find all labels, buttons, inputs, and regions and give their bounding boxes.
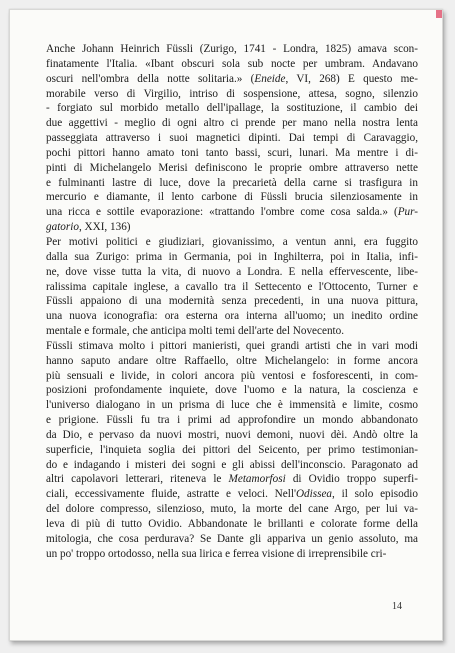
text-line: pinti di Michelangelo Merisi definiscono le proprie ombre attraverso nette [46,161,418,174]
text-line: Per motivi politici e giudiziari, giovanissimo, a ventun anni, era fuggito [46,235,418,248]
text-line: da Dio, e pervaso da nuovi mostri, nuovi demoni, nuovi dèi. Andò oltre la [46,428,418,441]
text-line: posizioni profondamente inquiete, dove l'uomo e la natura, la coscienza e [46,384,418,397]
text-line: più sensuali e livide, in colori ancora più ventosi e fosforescenti, in com- [46,369,418,382]
text-line: morabile verso di Virgilio, intriso di sospensione, attesa, sogno, silenzio [46,87,418,100]
text-line: gatorio, XXI, 136) [46,221,131,234]
text-line: pochi pittori hanno amato toni tanto bassi, scuri, lunari. Ma mentre i di- [46,146,418,159]
text-line: superficie, l'inquieta soglia dei pittori del Seicento, per primo testimonian- [46,443,418,456]
paragraph [46,42,418,235]
text-line: leva di più di tutto Ovidio. Abbandonate le brillanti e colorate forme della [46,518,418,530]
text-line: ne, dove visse tutta la vita, di nuovo a Londra. E nella effervescente, libe- [46,265,418,278]
text-line: altri capolavori letterari, riteneva le Metamorfosi di Ovidio troppo superfi- [46,473,418,486]
text-line: ralissima capitale inglese, a cavallo tra il Settecento e l'Ottocento, Turner e [46,280,418,293]
text-line: e prigione. Füssli fu tra i primi ad approfondire un mondo abbandonato [46,414,418,427]
text-line: una nuova iconografia: ora esterna ora interna all'uomo; un inedito ordine [46,310,418,323]
text-line: do e indagando i misteri dei sogni e gli abissi dell'inconscio. Paragonato ad [46,458,418,471]
text-line: oscuri nell'ombra della notte solitaria.» (Eneide, VI, 268) E questo me- [46,72,418,85]
text-line: un po' troppo ortodosso, nella sua lirica e ferrea visione di irreprensibile cri- [46,547,387,560]
paragraph [46,235,418,339]
text-line: hanno saputo andare oltre Raffaello, oltre Michelangelo: in forme ancora [46,354,418,367]
corner-mark [436,10,442,18]
text-line: ciali, eccessivamente fluide, astratte e veloci. Nell'Odissea, il solo episodio [46,488,418,501]
text-line: due aggettivi - meglio di ogni altro ci prende per mano nella nostra lenta [46,117,418,130]
text-line: mentale e formale, che anticipa molti temi dell'arte del Novecento. [46,325,345,338]
text-line: e fulminanti lastre di luce, dove la precarietà della carne si trasfigura in [46,176,418,189]
text-line: una ricca e sottile evaporazione: «trattando l'ombre come cosa salda.» (Pur- [46,206,418,219]
text-line: mitologia, che cosa perdurava? Se Dante gli appariva un genio assoluto, ma [46,532,418,545]
text-line: Anche Johann Heinrich Füssli (Zurigo, 1741 - Londra, 1825) amava scon- [46,43,418,55]
text-line: finatamente l'Italia. «Ibant obscuri sola sub nocte per umbram. Andavano [46,57,418,70]
body-text [46,42,418,562]
text-line: l'universo dialogano in un prisma di luce che è immensità e limite, cosmo [46,399,418,412]
page-number: 14 [392,601,402,612]
text-line: - forgiato sul morbido metallo dell'ipallage, la sostituzione, il cambio dei [46,102,418,115]
text-line: passeggiata attraverso i suoi magnetici dipinti. Dai tempi di Caravaggio, [46,132,418,145]
text-line: Füssli stimava molto i pittori manieristi, quei grandi artisti che in vari modi [46,339,418,352]
book-page [9,9,443,641]
text-line: del dolore compresso, silenzioso, muto, la morte del cane Argo, per lui va- [46,503,418,516]
text-line: Füssli appaiono di una modernità senza precedenti, in una nuova pittura, [46,295,418,308]
text-line: mercurio e diamante, il lento carbone di Füssli brucia silenziosamente in [46,191,418,204]
text-line: dalla sua Zurigo: prima in Germania, poi in Inghilterra, poi in Italia, infi- [46,250,418,263]
paragraph [46,339,418,562]
